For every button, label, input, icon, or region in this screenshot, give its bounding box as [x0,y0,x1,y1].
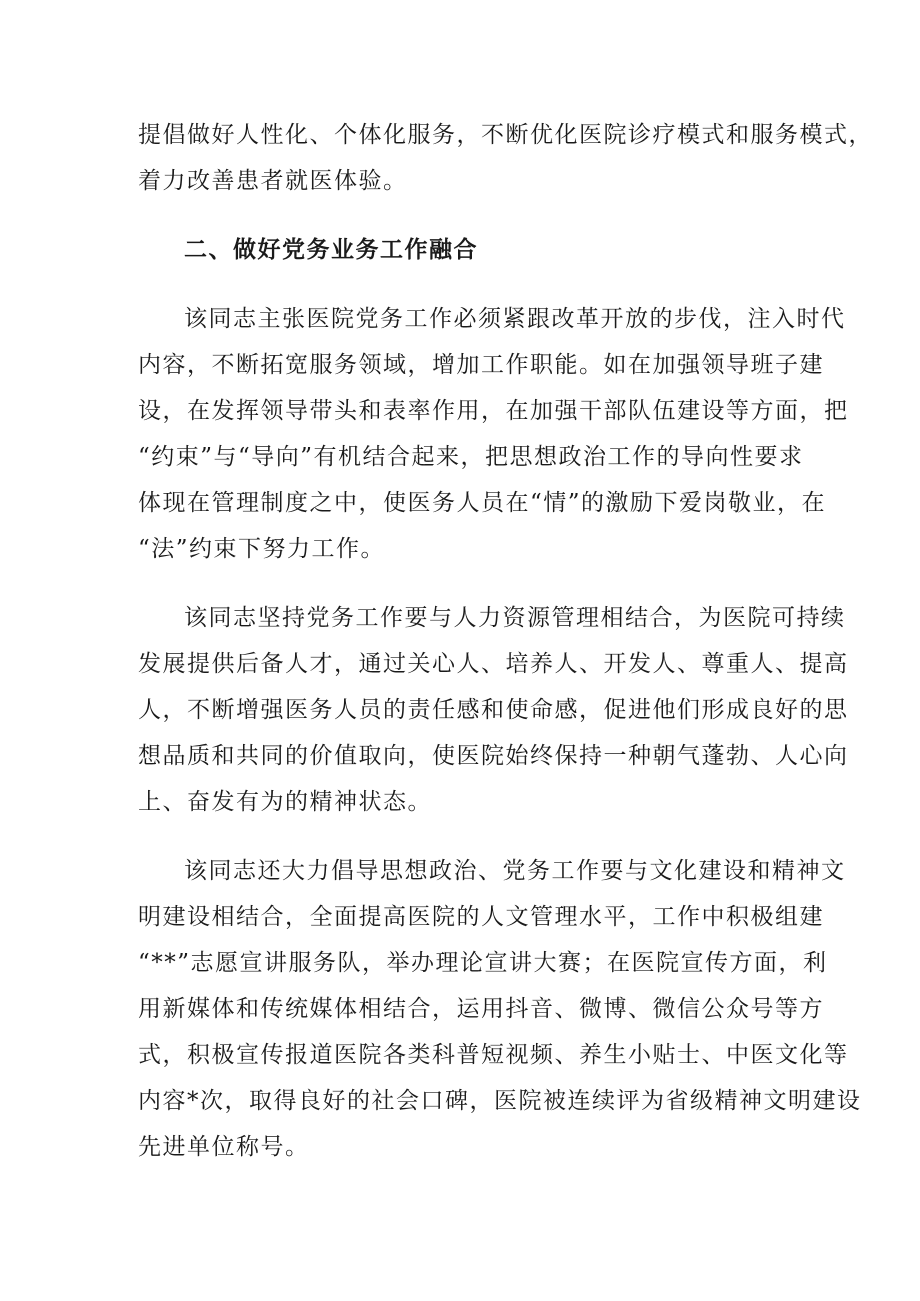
text-line: 设，在发挥领导带头和表率作用，在加强干部队伍建设等方面，把 [138,398,849,424]
section-heading-text: 二、做好党务业务工作融合 [184,236,478,263]
text-line: 想品质和共同的价值取向，使医院始终保持一种朝气蓬勃、人心向 [138,743,849,769]
text-line: 明建设相结合，全面提高医院的人文管理水平，工作中积极组建 [138,904,824,930]
text-line: 该同志还大力倡导思想政治、党务工作要与文化建设和精神文 [184,858,846,884]
text-line: “**”志愿宣讲服务队，举办理论宣讲大赛；在医院宣传方面，利 [138,950,828,976]
text-line: 发展提供后备人才，通过关心人、培养人、开发人、尊重人、提高 [138,651,849,677]
text-line: 用新媒体和传统媒体相结合，运用抖音、微博、微信公众号等方 [138,996,824,1022]
text-line: 先进单位称号。 [138,1134,310,1160]
text-line: 体现在管理制度之中，使医务人员在“情”的激励下爱岗敬业，在 [138,490,827,516]
text-line: 内容*次，取得良好的社会口碑，医院被连续评为省级精神文明建设 [138,1088,862,1114]
text-line: “法”约束下努力工作。 [138,536,386,562]
text-line: “约束”与“导向”有机结合起来，把思想政治工作的导向性要求 [138,444,804,470]
text-line: 人，不断增强医务人员的责任感和使命感，促进他们形成良好的思 [138,697,849,723]
section-heading [138,227,798,273]
text-line: 上、奋发有为的精神状态。 [138,789,432,815]
text-line: 式，积极宣传报道医院各类科普短视频、养生小贴士、中医文化等 [138,1042,849,1068]
text-line: 着力改善患者就医体验。 [138,168,408,194]
text-line: 提倡做好人性化、个体化服务，不断优化医院诊疗模式和服务模式， [138,122,873,148]
paragraph-4 [138,848,862,1170]
paragraph-3 [138,595,849,825]
document-body [138,112,873,1170]
text-line: 该同志主张医院党务工作必须紧跟改革开放的步伐，注入时代 [184,306,846,332]
paragraph-1 [138,112,873,204]
text-line: 该同志坚持党务工作要与人力资源管理相结合，为医院可持续 [184,605,846,631]
paragraph-2 [138,296,849,572]
text-line: 内容，不断拓宽服务领域，增加工作职能。如在加强领导班子建 [138,352,824,378]
